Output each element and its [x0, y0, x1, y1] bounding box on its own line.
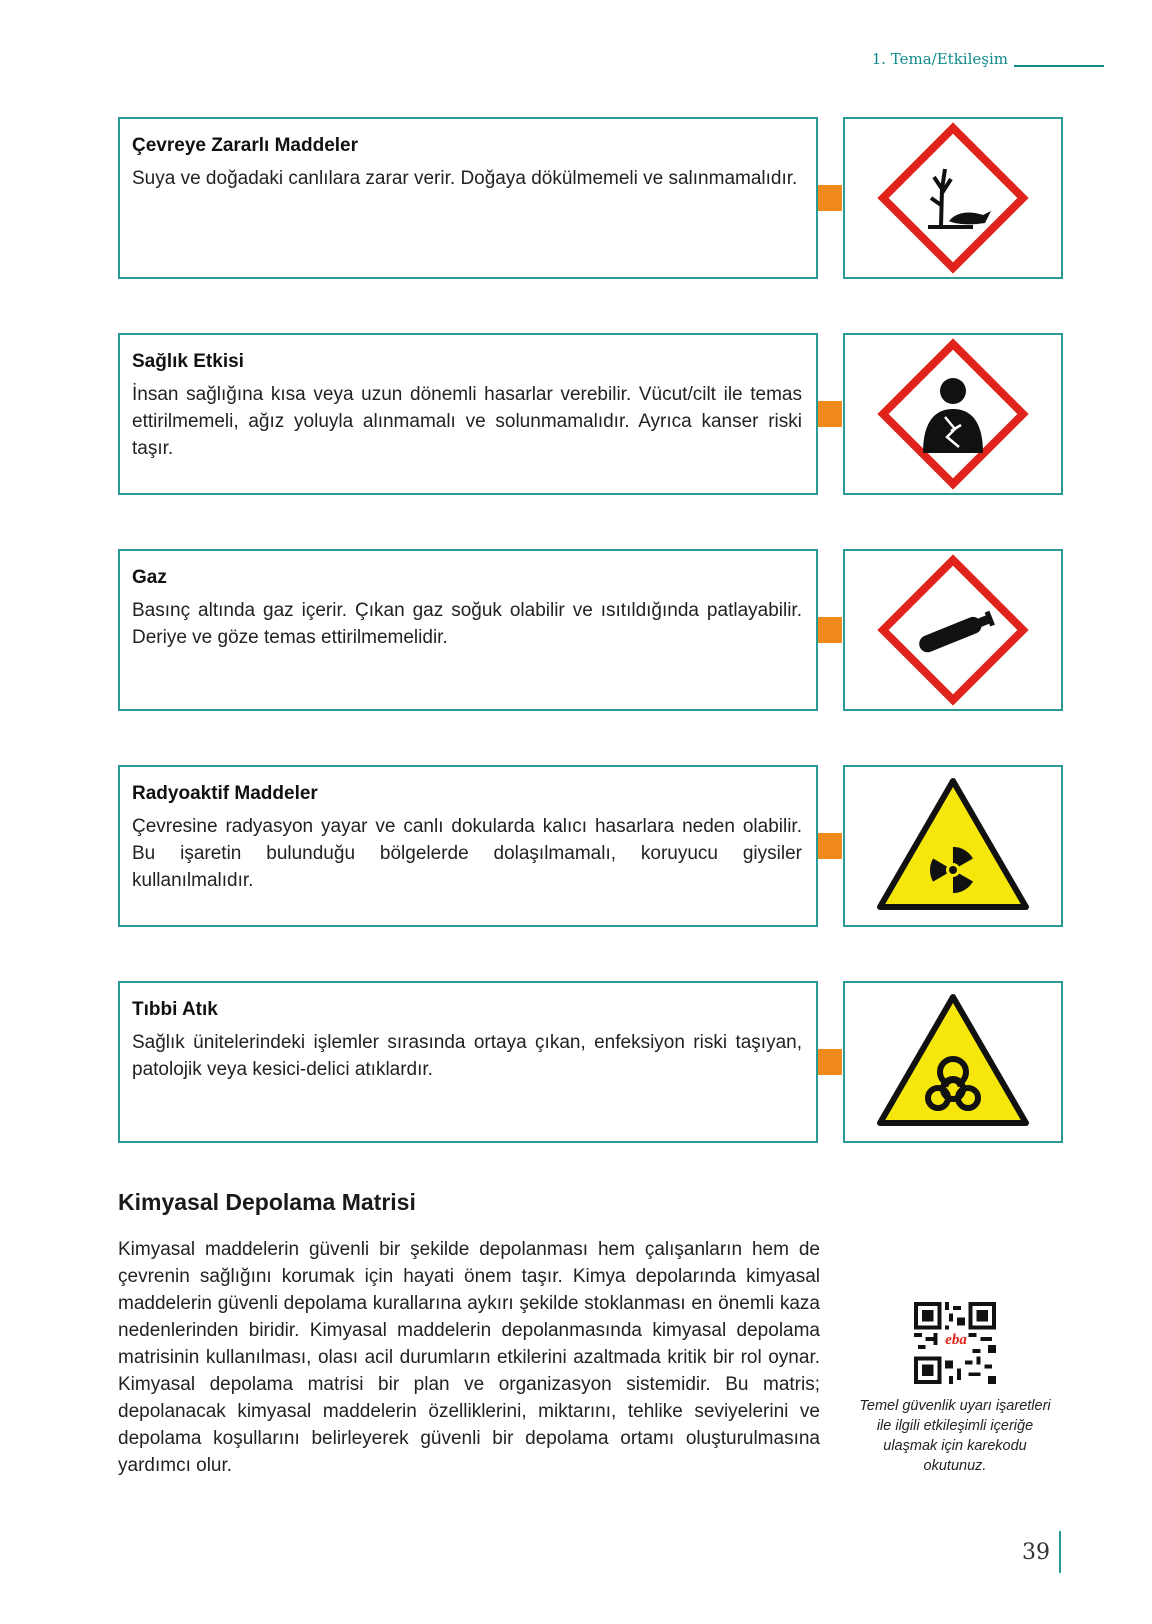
eba-logo: eba: [945, 1332, 967, 1348]
card-connector: [818, 185, 842, 211]
card-description: Suya ve doğadaki canlılara zarar verir. Doğaya dökülmemeli ve salınmamalıdır.: [132, 168, 798, 189]
hazard-card-medical-waste: [118, 981, 818, 1143]
card-description: Çevresine radyasyon yayar ve canlı dokularda kalıcı hasarlara neden olabilir. Bu işaretin bulunduğu bölgelerde dolaşılmamalı, koruyucu giysiler kullanılmalıdır.: [132, 816, 802, 891]
card-title: Sağlık Etkisi: [132, 351, 244, 372]
card-description: Sağlık ünitelerindeki işlemler sırasında ortaya çıkan, enfeksiyon riski taşıyan, patolojik veya kesici-delici atıklardır.: [132, 1032, 802, 1080]
card-description: Basınç altında gaz içerir. Çıkan gaz soğuk olabilir ve ısıtıldığında patlayabilir. Deriye ve göze temas ettirilmemelidir.: [132, 600, 802, 648]
environmental-hazard-icon: [843, 117, 1063, 279]
page-header: [804, 48, 1104, 72]
card-connector: [818, 617, 842, 643]
card-title: Radyoaktif Maddeler: [132, 783, 318, 804]
card-title: Çevreye Zararlı Maddeler: [132, 135, 359, 156]
health-hazard-icon: [843, 333, 1063, 495]
hazard-card-radioactive: [118, 765, 818, 927]
header-rule: [1014, 65, 1104, 67]
header-title: 1. Tema/Etkileşim: [871, 50, 1008, 68]
card-connector: [818, 401, 842, 427]
hazard-card-gas: [118, 549, 818, 711]
page-number: 39: [1022, 1540, 1050, 1565]
card-connector: [818, 833, 842, 859]
card-description: İnsan sağlığına kısa veya uzun dönemli hasarlar verebilir. Vücut/cilt ile temas ettirilmemeli, ağız yoluyla alınmamalı ve solunmamalıdır. Ayrıca kanser riski taşır.: [132, 384, 802, 459]
section-heading: Kimyasal Depolama Matrisi: [118, 1189, 416, 1215]
card-connector: [818, 1049, 842, 1075]
radiation-icon: [843, 765, 1063, 927]
qr-caption: Temel güvenlik uyarı işaretleri ile ilgili etkileşimli içeriğe ulaşmak için karekodu okutunuz.: [859, 1398, 1051, 1474]
card-title: Gaz: [132, 567, 167, 588]
biohazard-icon: [843, 981, 1063, 1143]
page-number-rule: [1059, 1531, 1061, 1573]
card-title: Tıbbi Atık: [132, 999, 218, 1020]
hazard-card-health: [118, 333, 818, 495]
gas-cylinder-icon: [843, 549, 1063, 711]
hazard-card-environment: [118, 117, 818, 279]
qr-code[interactable]: [914, 1302, 996, 1384]
section-paragraph: Kimyasal maddelerin güvenli bir şekilde depolanması hem çalışanların hem de çevrenin sağlığını korumak için hayati önem taşır. Kimya depolarında kimyasal maddelerin güvenli depolama kurallarına aykırı şekilde stoklanması en önemli kaza nedenlerinden biridir. Kimyasal maddelerin depolanmasında kimyasal depolama matrisinin kullanılması, olası acil durumların etkilerini azaltmada kritik bir rol oynar. Kimyasal depolama matrisi bir plan ve organizasyon sistemidir. Bu matris; depolanacak kimyasal maddelerin özelliklerini, miktarını, tehlike seviyelerini ve depolama koşullarını belirleyerek güvenli bir depolama ortamı oluşturulmasına yardımcı olur.: [118, 1239, 820, 1476]
